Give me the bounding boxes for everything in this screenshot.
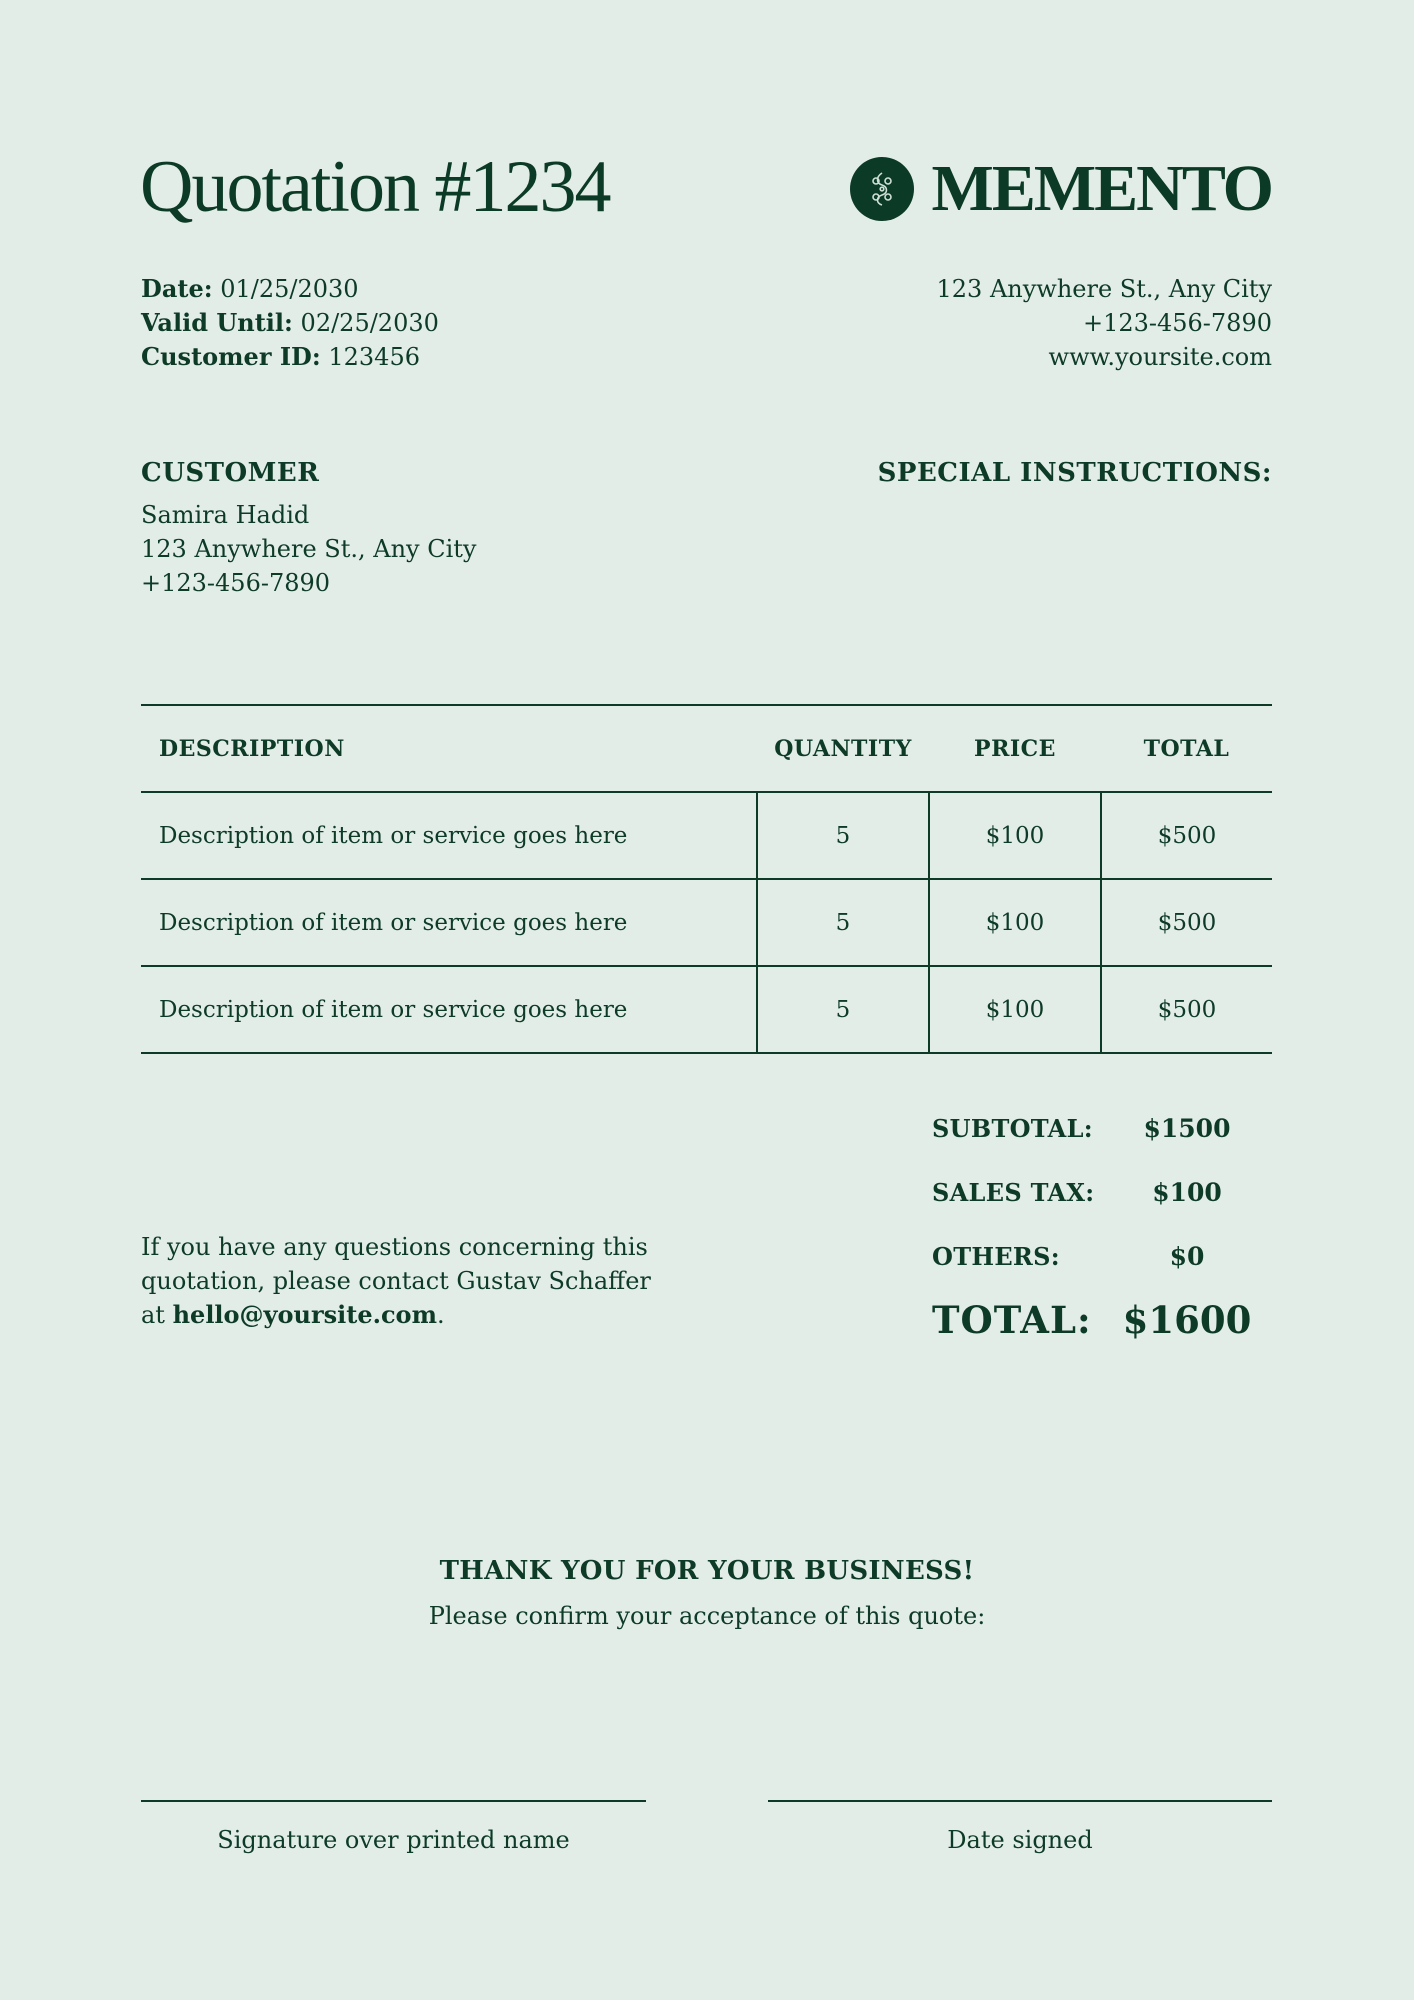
column-header-description: DESCRIPTION bbox=[141, 705, 757, 792]
company-phone: +123-456-7890 bbox=[1082, 309, 1272, 337]
sales-tax-label: SALES TAX: bbox=[932, 1177, 1095, 1207]
grand-total-value: $1600 bbox=[1122, 1298, 1252, 1342]
item-quantity: 5 bbox=[757, 966, 929, 1053]
confirm-text: Please confirm your acceptance of this quote: bbox=[428, 1602, 986, 1630]
table-row bbox=[141, 792, 1272, 879]
item-description: Description of item or service goes here bbox=[141, 966, 757, 1053]
others-label: OTHERS: bbox=[932, 1241, 1060, 1271]
sales-tax-value: $100 bbox=[1152, 1177, 1222, 1207]
company-website: www.yoursite.com bbox=[1048, 343, 1272, 371]
brand bbox=[850, 152, 1272, 225]
item-description: Description of item or service goes here bbox=[141, 792, 757, 879]
column-header-total: TOTAL bbox=[1101, 705, 1272, 792]
totals-summary bbox=[932, 1096, 1252, 1352]
grand-total-label: TOTAL: bbox=[932, 1298, 1092, 1342]
customer-address: 123 Anywhere St., Any City bbox=[141, 535, 477, 563]
column-header-price: PRICE bbox=[929, 705, 1101, 792]
item-quantity: 5 bbox=[757, 879, 929, 966]
customer-phone: +123-456-7890 bbox=[141, 569, 331, 597]
contact-note-end: . bbox=[436, 1301, 445, 1329]
ornament-icon bbox=[850, 157, 914, 221]
item-price: $100 bbox=[929, 792, 1101, 879]
customer-name: Samira Hadid bbox=[141, 501, 310, 529]
item-description: Description of item or service goes here bbox=[141, 879, 757, 966]
items-table bbox=[141, 704, 1272, 1054]
customer-section bbox=[141, 458, 476, 600]
customer-heading: CUSTOMER bbox=[141, 458, 320, 488]
company-contact bbox=[937, 272, 1272, 374]
customer-id-value: 123456 bbox=[328, 343, 420, 371]
date-value: 01/25/2030 bbox=[220, 275, 359, 303]
valid-until-value: 02/25/2030 bbox=[300, 309, 439, 337]
table-header-row bbox=[141, 705, 1272, 792]
contact-email-link[interactable]: hello@yoursite.com bbox=[172, 1300, 437, 1329]
signature-line bbox=[141, 1800, 646, 1802]
valid-until-label: Valid Until: bbox=[141, 308, 293, 337]
customer-id-row bbox=[141, 340, 439, 374]
special-instructions-section bbox=[878, 458, 1272, 488]
quote-meta bbox=[141, 272, 439, 374]
others-value: $0 bbox=[1169, 1241, 1205, 1271]
date-signed-label: Date signed bbox=[947, 1826, 1093, 1854]
subtotal-value: $1500 bbox=[1143, 1113, 1231, 1143]
item-total: $500 bbox=[1101, 966, 1272, 1053]
others-row bbox=[932, 1224, 1252, 1288]
valid-until-row bbox=[141, 306, 439, 340]
thank-you-heading: THANK YOU FOR YOUR BUSINESS! bbox=[439, 1556, 975, 1586]
brand-name: MEMENTO bbox=[931, 152, 1272, 225]
item-total: $500 bbox=[1101, 879, 1272, 966]
special-instructions-heading: SPECIAL INSTRUCTIONS: bbox=[877, 458, 1272, 488]
customer-id-label: Customer ID: bbox=[141, 342, 321, 371]
subtotal-row bbox=[932, 1096, 1252, 1160]
company-address: 123 Anywhere St., Any City bbox=[936, 275, 1272, 303]
item-total: $500 bbox=[1101, 792, 1272, 879]
sales-tax-row bbox=[932, 1160, 1252, 1224]
table-row bbox=[141, 879, 1272, 966]
subtotal-label: SUBTOTAL: bbox=[932, 1113, 1093, 1143]
contact-note bbox=[141, 1230, 661, 1332]
item-quantity: 5 bbox=[757, 792, 929, 879]
grand-total-row bbox=[932, 1288, 1252, 1352]
page-title: Quotation #1234 bbox=[140, 146, 610, 228]
date-row bbox=[141, 272, 439, 306]
date-label: Date: bbox=[141, 274, 213, 303]
column-header-quantity: QUANTITY bbox=[757, 705, 929, 792]
item-price: $100 bbox=[929, 879, 1101, 966]
item-price: $100 bbox=[929, 966, 1101, 1053]
contact-note-text: If you have any questions concerning this quotation, please contact Gustav Schaffer at bbox=[141, 1233, 651, 1329]
table-row bbox=[141, 966, 1272, 1053]
signature-label: Signature over printed name bbox=[217, 1826, 570, 1854]
date-signed-line bbox=[768, 1800, 1272, 1802]
